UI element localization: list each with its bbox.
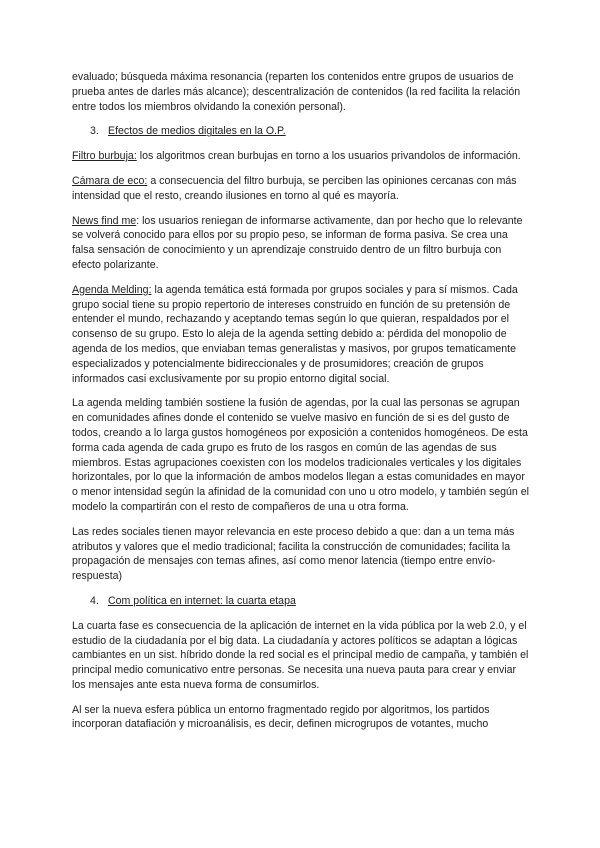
paragraph-esfera-publica: Al ser la nueva esfera pública un entorno fragmentado regido por algoritmos, los partidos incorporan datafiación y microanálisis, es decir, definen microgrupos de votantes, mucho bbox=[72, 703, 490, 731]
section-heading-4 bbox=[72, 594, 530, 609]
paragraph-news-find-me bbox=[72, 214, 530, 273]
section-title: Efectos de medios digitales en la O.P. bbox=[108, 125, 286, 138]
definition-text: los algoritmos crean burbujas en torno a los usuarios privandolos de información. bbox=[136, 150, 521, 163]
paragraph-filtro-burbuja bbox=[72, 149, 530, 164]
paragraph-agenda-melding bbox=[72, 283, 530, 387]
section-number: 4. bbox=[90, 594, 99, 607]
term-agenda-melding: Agenda Melding: bbox=[72, 283, 152, 296]
definition-text: a consecuencia del filtro burbuja, se perciben las opiniones cercanas con más intensidad que el resto, creando ilusiones en torno al qué es mayoría. bbox=[72, 174, 517, 202]
section-heading-3 bbox=[72, 124, 530, 139]
paragraph-redes-sociales: Las redes sociales tienen mayor relevancia en este proceso debido a que: dan a un tema más atributos y valores que el medio tradicional; facilita la construcción de comunidades; facilita la propagación de mensajes con temas afines, así como menor latencia (tiempo entre envío-respuesta) bbox=[72, 525, 515, 583]
paragraph-fusion-agendas: La agenda melding también sostiene la fusión de agendas, por la cual las personas se agrupan en comunidades afines donde el contenido se vuelve masivo en función de si es del gusto de todos, creando a lo larga gustos homogéneos por exposición a contenidos homogéneos. De esta forma cada agenda de cada grupo es fruto de los rasgos en común de las agendas de sus miembros. Estas agrupaciones coexisten con los modelos tradicionales verticales y los digitales horizontales, por lo que la información de ambos modelos llegan a estas comunidades en mayor o menor intensidad según la afinidad de la comunidad con uno u otro modelo, y también según el modelo la compartirán con el resto de compañeros de una u otra forma. bbox=[72, 397, 530, 513]
section-number: 3. bbox=[90, 125, 99, 138]
term-news-find-me: News find me bbox=[72, 214, 137, 227]
document-body bbox=[72, 70, 530, 742]
term-camara-de-eco: Cámara de eco: bbox=[72, 174, 148, 187]
paragraph-camara-de-eco bbox=[72, 174, 530, 204]
term-filtro-burbuja: Filtro burbuja: bbox=[72, 150, 137, 163]
definition-text: la agenda temática está formada por grupos sociales y para sí mismos. Cada grupo social tiene su propio repertorio de intereses construido en función de su pretensión de entender el mundo, rechazando y aceptando temas según lo que quieran, respaldados por el consenso de su grupo. Esto lo aleja de la agenda setting debido a: pérdida del monopolio de agenda de los medios, que enviaban temas generalistas y masivos, por grupos tematicamente especializados y potencialmente bidireccionales y de prosumidores; creación de grupos informados casi exclusivamente por su propio entorno digital social. bbox=[72, 283, 518, 385]
paragraph-continuation: evaluado; búsqueda máxima resonancia (reparten los contenidos entre grupos de usuarios de prueba antes de darles más alcance); descentralización de contenidos (la red facilita la relación entre todos los miembros olvidando la conexión personal). bbox=[72, 71, 521, 113]
section-title: Com política en internet: la cuarta etapa bbox=[108, 594, 296, 607]
definition-text: : los usuarios reniegan de informarse activamente, dan por hecho que lo relevante se volverá conocido para ellos por su propio peso, se informan de forma pasiva. Se crea una falsa sensación de conocimiento y un aprendizaje construido dentro de un filtro burbuja con efecto polarizante. bbox=[72, 214, 523, 271]
paragraph-cuarta-fase: La cuarta fase es consecuencia de la aplicación de internet en la vida pública por la web 2.0, y el estudio de la ciudadanía por el big data. La ciudadanía y actores políticos se adaptan a lógicas cambiantes en un sist. híbrido donde la red social es el principal medio de campaña, y también el principal medio comunicativo entre personas. Se necesita una nueva pauta para crear y enviar los mensajes ante esta nueva forma de consumirlos. bbox=[72, 619, 529, 691]
